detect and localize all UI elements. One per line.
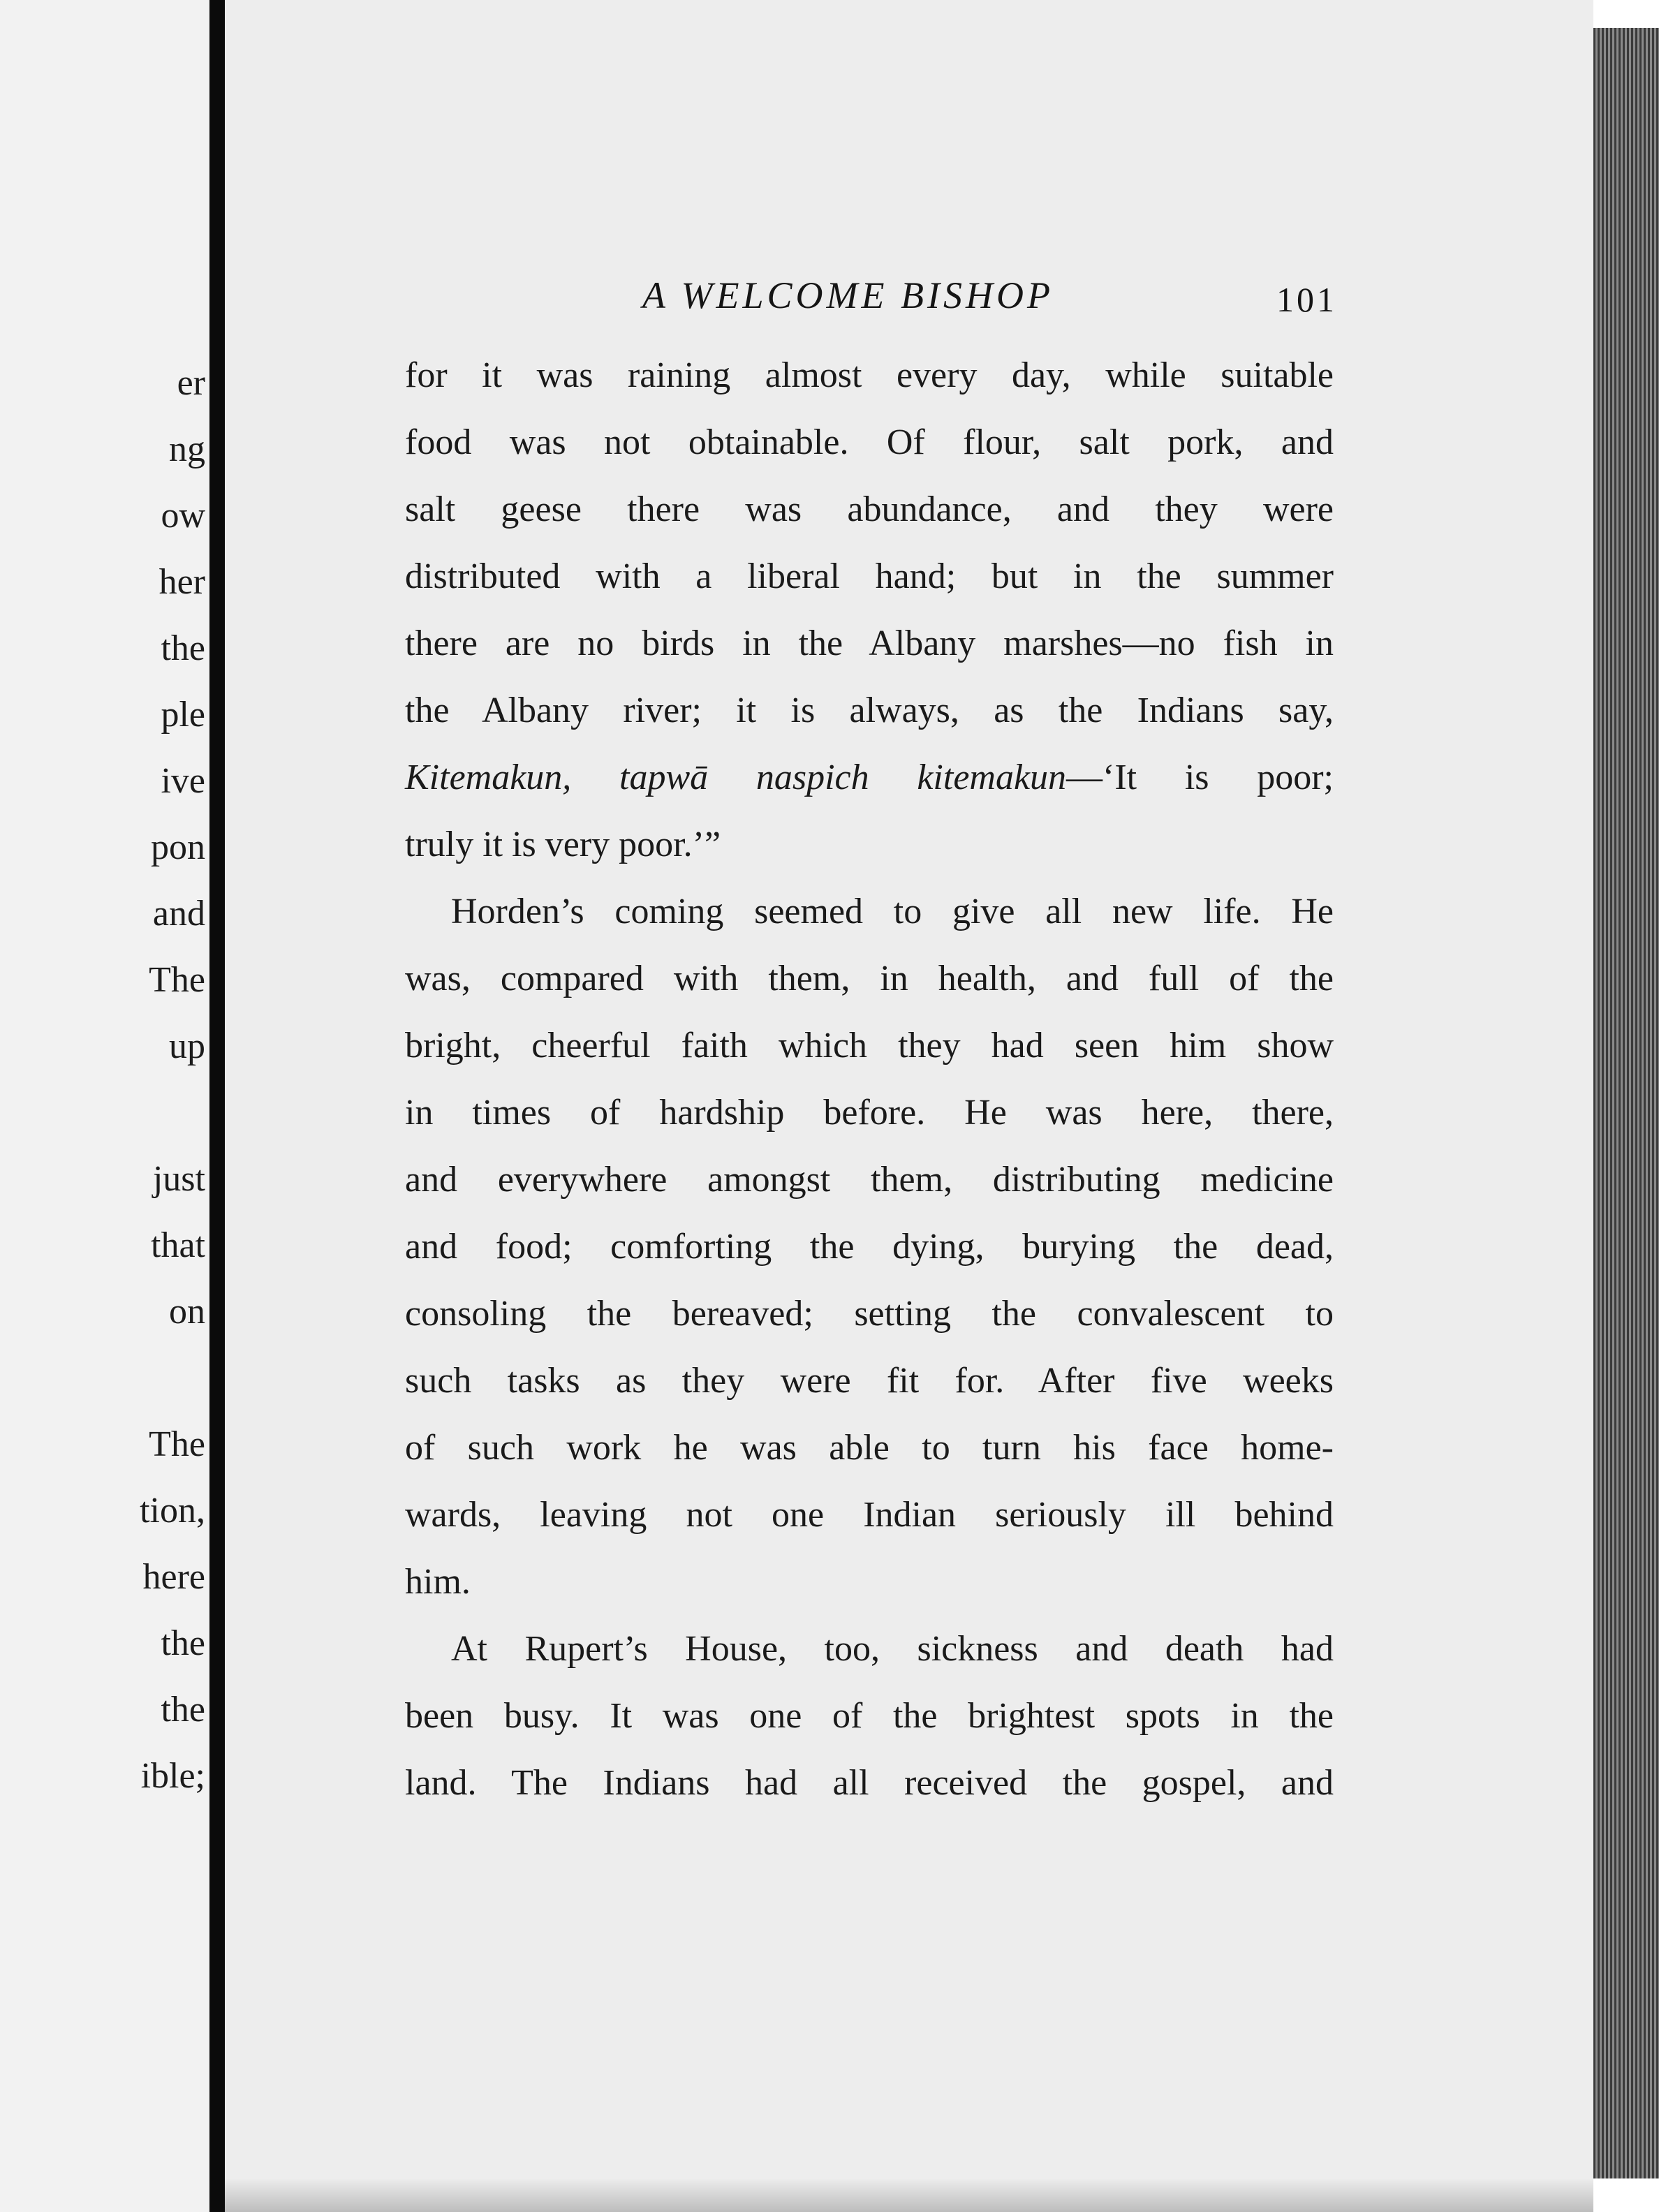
text-line: and food; comforting the dying, burying the dead, [405, 1227, 1334, 1267]
left-page-fragment: ple [161, 695, 205, 735]
left-page-fragment: just [152, 1159, 205, 1199]
left-page-fragment: ible; [140, 1756, 205, 1796]
left-page-fragment: her [158, 562, 205, 602]
page-edges [1593, 28, 1659, 2178]
left-page-fragment: and [152, 894, 205, 934]
left-page-fragment: pon [151, 827, 205, 867]
text-line: the Albany river; it is always, as the Indians say, [405, 691, 1334, 730]
italic-cree-phrase: Kitemakun, tapwā naspich kitemakun [405, 758, 1067, 797]
left-page-fragment: on [169, 1292, 205, 1332]
left-page-fragment: er [177, 363, 205, 403]
text-line: been busy. It was one of the brightest spots in the [405, 1696, 1334, 1736]
text-line: there are no birds in the Albany marshes—no fish in [405, 624, 1334, 663]
page-number: 101 [1276, 280, 1337, 319]
text-fragment: —‘It is poor; [1066, 758, 1334, 797]
text-line: consoling the bereaved; setting the convalescent to [405, 1294, 1334, 1334]
left-page-fragment: ow [161, 496, 205, 536]
left-page-fragment: the [161, 628, 205, 668]
text-line: and everywhere amongst them, distributing medicine [405, 1160, 1334, 1200]
left-page-fragment: up [169, 1026, 205, 1066]
left-page-fragment: The [149, 960, 205, 1000]
page-bottom-shadow [225, 2178, 1593, 2212]
text-line: in times of hardship before. He was here, there, [405, 1093, 1334, 1133]
left-page-fragment: the [161, 1623, 205, 1663]
left-page-fragment: the [161, 1690, 205, 1730]
text-line: such tasks as they were fit for. After five weeks [405, 1361, 1334, 1401]
text-line: truly it is very poor.’” [405, 825, 721, 864]
paragraph-start-line: At Rupert’s House, too, sickness and death had [451, 1629, 1334, 1669]
text-line: salt geese there was abundance, and they were [405, 489, 1334, 529]
text-line: of such work he was able to turn his face home- [405, 1428, 1334, 1468]
left-page-fragment: The [149, 1424, 205, 1464]
left-page-fragment: that [151, 1225, 205, 1265]
left-page-fragment: ng [169, 429, 205, 469]
text-line: for it was raining almost every day, while suitable [405, 355, 1334, 395]
text-line: bright, cheerful faith which they had seen him show [405, 1026, 1334, 1066]
text-line: him. [405, 1562, 471, 1602]
book-gutter [209, 0, 225, 2212]
text-line: distributed with a liberal hand; but in the summer [405, 556, 1334, 596]
running-title: A WELCOME BISHOP [642, 274, 1054, 316]
text-line-italic [405, 760, 1334, 796]
left-page-fragment: here [142, 1557, 205, 1597]
text-line: was, compared with them, in health, and full of the [405, 959, 1334, 998]
text-line: wards, leaving not one Indian seriously ill behind [405, 1495, 1334, 1535]
paragraph-start-line: Horden’s coming seemed to give all new life. He [451, 892, 1334, 931]
left-page-fragment: tion, [140, 1491, 205, 1531]
previous-page-edge [0, 0, 209, 2212]
text-line: land. The Indians had all received the gospel, and [405, 1763, 1334, 1803]
left-page-fragment: ive [161, 761, 205, 801]
text-line: food was not obtainable. Of flour, salt pork, and [405, 422, 1334, 462]
